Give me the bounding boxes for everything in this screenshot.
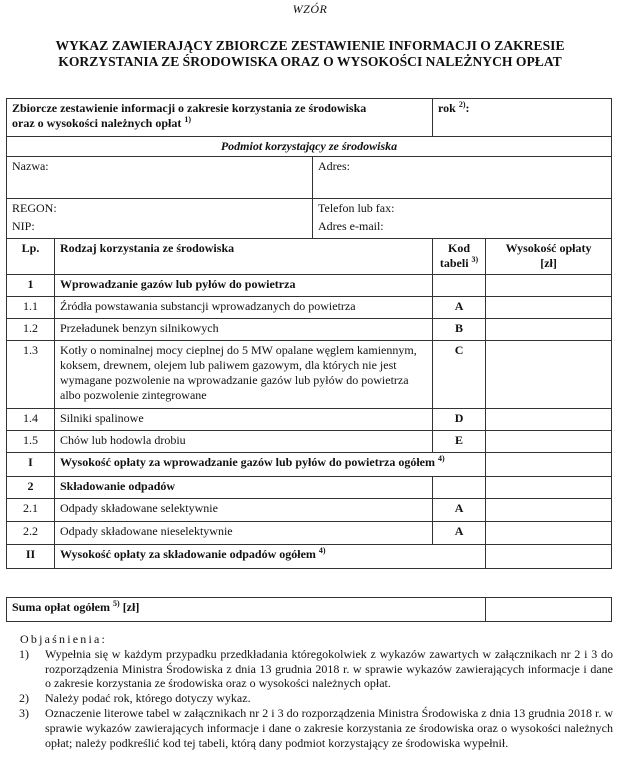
table-row: 1.5 Chów lub hodowla drobiu E (7, 431, 612, 453)
col-header-lp: Lp. (7, 239, 55, 275)
grand-total-input[interactable] (486, 598, 612, 622)
section-2-total-input[interactable] (486, 545, 612, 569)
fee-input[interactable] (486, 522, 612, 545)
grand-total-table (6, 597, 612, 622)
note-item: 3) Oznaczenie literowe tabel w załącznikach nr 2 i 3 do rozporządzenia Ministra Środowiska z dnia 13 grudnia 2018 r. w sprawie wykazów zawierających informacje i dane o zakresie korzystania ze środowiska oraz o wysokości należnych opłat; należy podkreślić kod tej tabeli, którą dany podmiot korzystający ze środowiska wypełnił. (19, 705, 613, 750)
summary-line-1: Zbiorcze zestawienie informacji o zakresie korzystania ze środowiska (12, 101, 367, 115)
explanations (19, 632, 613, 750)
fee-input[interactable] (486, 319, 612, 341)
explanations-heading: Objaśnienia: (20, 632, 108, 646)
title-line-2: KORZYSTANIA ZE ŚRODOWISKA ORAZ O WYSOKOŚCI NALEŻNYCH OPŁAT (58, 54, 562, 69)
section-1-total-lp: I (7, 453, 55, 477)
entity-section-title: Podmiot korzystający ze środowiska (7, 137, 612, 157)
table-row: 1.1 Źródła powstawania substancji wprowadzanych do powietrza A (7, 297, 612, 319)
phone-field[interactable]: Telefon lub fax: (318, 201, 395, 215)
table-row: 1.4 Silniki spalinowe D (7, 409, 612, 431)
title-line-1: WYKAZ ZAWIERAJĄCY ZBIORCZE ZESTAWIENIE INFORMACJI O ZAKRESIE (55, 38, 565, 53)
table-code: E (433, 431, 486, 453)
table-code: A (433, 499, 486, 522)
table-code: B (433, 319, 486, 341)
section-2-code (433, 477, 486, 499)
section-1-code (433, 275, 486, 297)
section-2-title: Składowanie odpadów (55, 477, 433, 499)
fee-input[interactable] (486, 409, 612, 431)
regon-field[interactable]: REGON: (12, 201, 57, 215)
note-item: 2) Należy podać rok, którego dotyczy wykaz. (19, 691, 251, 706)
contact-cell[interactable] (313, 199, 612, 239)
fee-input[interactable] (486, 297, 612, 319)
summary-header-cell (7, 99, 433, 137)
table-code: C (433, 341, 486, 409)
nip-field[interactable]: NIP: (12, 219, 35, 233)
section-2-total-lp: II (7, 545, 55, 569)
section-2-fee (486, 477, 612, 499)
table-code: A (433, 297, 486, 319)
table-row: 2.2 Odpady składowane nieselektywnie A (7, 522, 612, 545)
year-field[interactable]: rok $^{2)}$: (433, 99, 612, 137)
section-1-lp: 1 (7, 275, 55, 297)
note-item: 1) Wypełnia się w każdym przypadku przedkładania któregokolwiek z wykazów zawartych w załącznikach nr 2 i 3 do rozporządzenia Ministra Środowiska z dnia 13 grudnia 2018 r. w sprawie wykazów zawierających informacje i dane o zakresie korzystania ze środowiska oraz o wysokości należnych opłat. (19, 646, 613, 691)
regon-nip-cell[interactable] (7, 199, 313, 239)
col-header-code: Kod tabeli $^{3)}$ (433, 239, 486, 275)
name-field[interactable]: Nazwa: (7, 157, 313, 199)
page-title (20, 38, 600, 70)
section-1-total-label: Wysokość opłaty za wprowadzanie gazów lub pyłów do powietrza ogółem $^{4)}$ (55, 453, 486, 477)
template-label: WZÓR (292, 2, 328, 16)
address-field[interactable]: Adres: (313, 157, 612, 199)
table-row: 1.2 Przeładunek benzyn silnikowych B (7, 319, 612, 341)
table-row: 2.1 Odpady składowane selektywnie A (7, 499, 612, 522)
table-row: 1.3 Kotły o nominalnej mocy cieplnej do 5 MW opalane węglem kamiennym, koksem, drewnem, olejem lub paliwem gazowym, dla których nie jest wymagane pozwolenie na wprowadzanie gazów lub pyłów do powietrza albo pozwolenie zintegrowane C (7, 341, 612, 409)
grand-total-label: Suma opłat ogółem $^{5)}$ [zł] (7, 598, 486, 622)
main-table (6, 98, 612, 569)
section-1-fee (486, 275, 612, 297)
section-2-lp: 2 (7, 477, 55, 499)
summary-line-2: oraz o wysokości należnych opłat $^{1)}$ (12, 115, 192, 130)
section-1-total-input[interactable] (486, 453, 612, 477)
table-code: A (433, 522, 486, 545)
section-2-total-label: Wysokość opłaty za składowanie odpadów ogółem $^{4)}$ (55, 545, 486, 569)
fee-input[interactable] (486, 341, 612, 409)
col-header-fee: Wysokość opłaty [zł] (486, 239, 612, 275)
table-code: D (433, 409, 486, 431)
section-1-title: Wprowadzanie gazów lub pyłów do powietrza (55, 275, 433, 297)
col-header-type: Rodzaj korzystania ze środowiska (55, 239, 433, 275)
email-field[interactable]: Adres e-mail: (318, 219, 384, 233)
fee-input[interactable] (486, 431, 612, 453)
fee-input[interactable] (486, 499, 612, 522)
